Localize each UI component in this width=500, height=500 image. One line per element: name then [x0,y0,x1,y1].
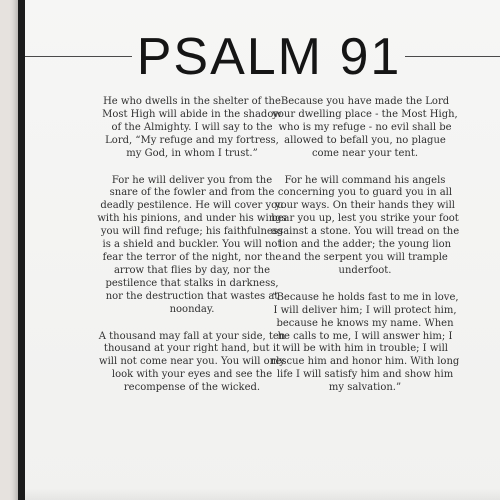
paragraph: For he will command his angels concerning you to guard you in all your ways. On their hands they will bear you up, lest you strike your foot against a stone. You will tread on the lion and the adder; the young lion and the serpent you will trample underfoot. [270,174,460,276]
paragraph: For he will deliver you from the snare of the fowler and from the deadly pestilence. He will cover you with his pinions, and under his wings you will find refuge; his faithfulness is a shield and buckler. You will not fear the terror of the night, nor the arrow that flies by day, nor the pestilence that stalks in darkness, nor the destruction that wastes at noonday. [97,174,287,315]
paragraph: Because you have made the Lord your dwelling place - the Most High, who is my refuge - no evil shall be allowed to befall you, no plague come near your tent. [272,96,458,159]
title-rule-left [25,56,132,57]
left-text-column [97,96,287,409]
paragraph: He who dwells in the shelter of the Most High will abide in the shadow of the Almighty. I will say to the Lord, “My refuge and my fortress, my God, in whom I trust.” [102,96,282,159]
poster-title: PSALM 91 [136,28,402,86]
title-rule-right [405,56,500,57]
poster [25,0,500,500]
paragraph: “Because he holds fast to me in love, I will deliver him; I will protect him, because he knows my name. When he calls to me, I will answer him; I will be with him in trouble; I will rescue him and honor him. With long life I will satisfy him and show him my salvation.” [270,291,460,394]
paragraph: A thousand may fall at your side, ten thousand at your right hand, but it will not come near you. You will only look with your eyes and see the recompense of the wicked. [98,330,286,394]
paper-shadow [25,488,500,500]
right-text-column [270,96,460,409]
